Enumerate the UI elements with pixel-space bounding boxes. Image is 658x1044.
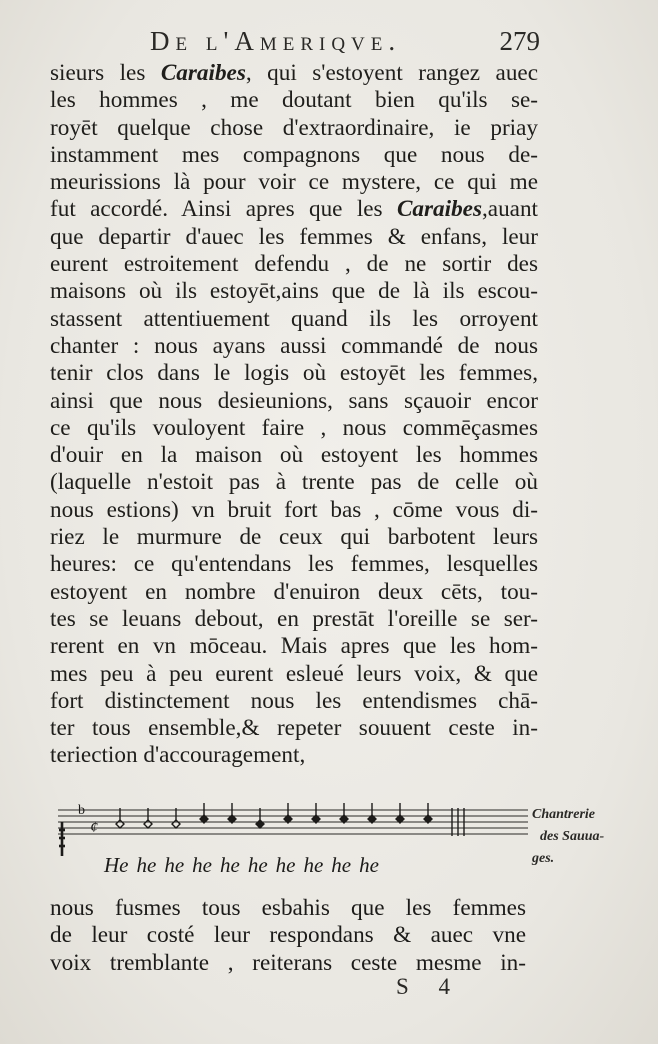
text-line: mes peu à peu eurent esleué leurs voix, & que (50, 660, 538, 687)
music-notation (50, 800, 610, 880)
syllable: he (359, 853, 379, 877)
page-number: 279 (499, 26, 540, 56)
text-line: (laquelle n'estoit pas à trente pas de celle où (50, 469, 538, 496)
text-line: sieurs les Caraibes, qui s'estoyent rangez auec (50, 60, 538, 86)
text-line: estoyent en nombre d'enuiron deux cēts, tou- (50, 578, 538, 605)
syllable: he (192, 853, 212, 877)
clef (59, 822, 65, 856)
note (228, 803, 236, 823)
note (284, 803, 292, 823)
text-line: de leur costé leur respondans & auec vne (50, 922, 526, 949)
text-line: riez le murmure de ceux qui barbotent leurs (50, 524, 538, 551)
text-line: ter tous ensemble,& repeter souuent ceste in- (50, 715, 538, 742)
text-line: que departir d'auec les femmes & enfans, leur (50, 223, 538, 250)
text-line: eurent estroitement defendu , de ne sortir des (50, 251, 538, 278)
note (340, 803, 348, 823)
text-line: royēt quelque chose d'extraordinaire, ie priay (50, 114, 538, 141)
music-staff (50, 800, 530, 860)
text-line: rerent en vn mōceau. Mais apres que les hom- (50, 633, 538, 660)
syllable: he (275, 853, 296, 877)
svg-text:¢: ¢ (90, 819, 98, 836)
text-line: heures: ce qu'entendans les femmes, lesquelles (50, 551, 538, 578)
text-line: voix tremblante , reiterans ceste mesme in- (50, 949, 526, 976)
text-line: ce qu'ils vouloyent faire , nous commēçasmes (50, 414, 538, 441)
text-line: fort distinctement nous les entendismes chā- (50, 687, 538, 714)
text-line: stassent attentiuement quand ils les orroyent (50, 305, 538, 332)
text-line: nous fusmes tous esbahis que les femmes (50, 895, 526, 921)
note (368, 803, 376, 823)
note (172, 808, 180, 828)
text-line: nous estions) vn bruit fort bas , cōme vous di- (50, 496, 538, 523)
syllable: he (303, 853, 324, 877)
text-line: chanter : nous ayans aussi commandé de nous (50, 332, 538, 359)
svg-text:b: b (78, 803, 85, 818)
text-line: fut accordé. Ainsi apres que les Caraibes,auant (50, 196, 538, 223)
note (256, 808, 264, 828)
italic-name: Caraibes (160, 60, 246, 86)
text-line: teriection d'accouragement, (50, 742, 306, 769)
italic-name: Caraibes (396, 196, 482, 223)
note (424, 803, 432, 823)
text-line: tes se leuans debout, en prestāt l'oreille se ser- (50, 605, 538, 632)
text-line: instamment mes compagnons que nous de- (50, 141, 538, 168)
sung-syllables (104, 853, 444, 878)
margin-note-line: Chantrerie (532, 807, 596, 822)
syllable: he (219, 853, 240, 877)
margin-note-line: ges. (532, 851, 555, 866)
text-line: les hommes , me doutant bien qu'ils se- (50, 87, 538, 114)
note (312, 803, 320, 823)
body-text-continued (50, 895, 526, 977)
signature-mark: S 4 (396, 974, 463, 999)
text-line: d'ouir en la maison où estoyent les hommes (50, 442, 538, 469)
note (396, 803, 404, 823)
margin-note (532, 804, 632, 870)
body-text (50, 60, 538, 770)
syllable: he (164, 853, 185, 877)
running-head: De l'Ameriqve. (150, 26, 402, 56)
margin-note-line: des Sauua- (540, 829, 605, 844)
syllable: he (331, 853, 352, 877)
note (116, 808, 124, 828)
text-line: meurissions là pour voir ce mystere, ce qui me (50, 169, 538, 196)
syllable: He (104, 853, 129, 877)
note (144, 808, 152, 828)
page-header (150, 26, 540, 58)
syllable: he (247, 853, 268, 877)
text-line: ainsi que nous desieunions, sans sçauoir encor (50, 387, 538, 414)
note (200, 803, 208, 823)
text-line: tenir clos dans le logis où estoyēt les femmes, (50, 360, 538, 387)
text-line: maisons où ils estoyēt,ains que de là ils escou- (50, 278, 538, 305)
syllable: he (136, 853, 157, 877)
time-signature (78, 803, 98, 836)
